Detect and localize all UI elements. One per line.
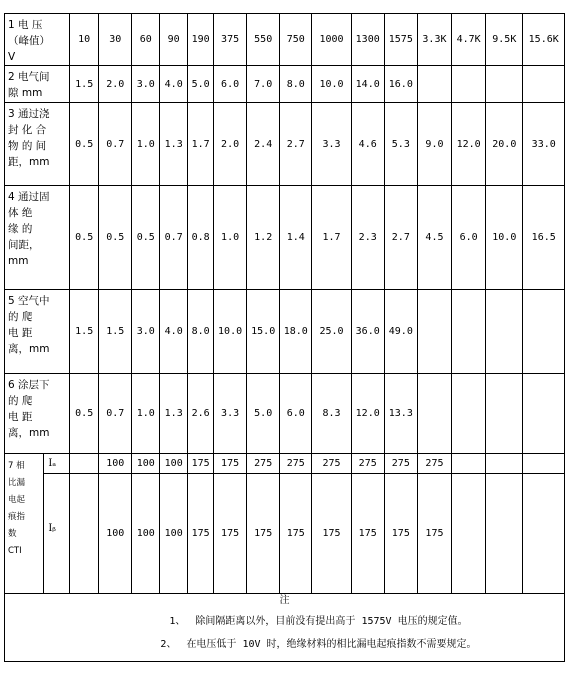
- value-cell: 175: [384, 474, 417, 594]
- value-cell: 10.0: [312, 66, 351, 103]
- value-cell: [486, 66, 523, 103]
- value-cell: 1.0: [132, 374, 160, 454]
- value-cell: 9.5K: [486, 14, 523, 66]
- value-cell: 9.0: [417, 103, 451, 186]
- value-cell: [523, 66, 565, 103]
- row-label-line: 6 涂层下: [8, 379, 50, 391]
- row-label: [5, 66, 70, 103]
- row-label-line: 距，mm: [8, 156, 50, 168]
- value-cell: [452, 474, 486, 594]
- value-cell: 2.4: [247, 103, 280, 186]
- row-label-line: 比漏: [8, 478, 26, 488]
- row-label-line: 的 爬: [8, 395, 33, 407]
- value-cell: 3.0: [132, 66, 160, 103]
- row-label-line: 1 电 压: [8, 19, 43, 31]
- value-cell: 15.0: [247, 290, 280, 374]
- row-label-line: 离，mm: [8, 343, 50, 355]
- value-cell: 0.5: [70, 103, 99, 186]
- value-cell: 1.0: [132, 103, 160, 186]
- value-cell: 30: [99, 14, 132, 66]
- row-label-line: （峰值）: [8, 35, 50, 47]
- value-cell: 12.0: [452, 103, 486, 186]
- value-cell: 275: [312, 454, 351, 474]
- value-cell: 1.3: [160, 103, 188, 186]
- value-cell: 2.6: [188, 374, 214, 454]
- row-label-line: 封 化 合: [8, 124, 47, 136]
- value-cell: [523, 374, 565, 454]
- value-cell: 4.0: [160, 290, 188, 374]
- value-cell: 6.0: [280, 374, 312, 454]
- value-cell: 175: [280, 474, 312, 594]
- row-label-line: 离，mm: [8, 427, 50, 439]
- value-cell: 3.0: [132, 290, 160, 374]
- value-cell: 4.0: [160, 66, 188, 103]
- value-cell: 275: [417, 454, 451, 474]
- value-cell: 2.7: [384, 186, 417, 290]
- value-cell: 0.7: [160, 186, 188, 290]
- value-cell: 0.7: [99, 374, 132, 454]
- value-cell: 0.7: [99, 103, 132, 186]
- note-text: 除间隔距离以外，目前没有提出高于 1575V 电压的规定值。: [195, 616, 468, 627]
- value-cell: 90: [160, 14, 188, 66]
- value-cell: 175: [188, 454, 214, 474]
- row-label-line: 间距，: [8, 239, 40, 251]
- value-cell: [486, 374, 523, 454]
- row-label-line: 缘 的: [8, 223, 33, 235]
- value-cell: 2.7: [280, 103, 312, 186]
- value-cell: 100: [132, 474, 160, 594]
- row-label-line: V: [8, 51, 16, 63]
- value-cell: 100: [99, 474, 132, 594]
- value-cell: 33.0: [523, 103, 565, 186]
- note-text: 在电压低于 10V 时，绝缘材料的相比漏电起痕指数不需要规定。: [186, 639, 477, 650]
- row-label-line: 隙 mm: [8, 87, 43, 99]
- value-cell: 275: [384, 454, 417, 474]
- value-cell: 12.0: [351, 374, 384, 454]
- value-cell: 60: [132, 14, 160, 66]
- row-label-line: 7 相: [8, 461, 25, 471]
- row-label: [5, 290, 70, 374]
- value-cell: 7.0: [247, 66, 280, 103]
- table-row: [5, 454, 565, 474]
- row-label-line: 4 通过固: [8, 191, 50, 203]
- value-cell: 5.3: [384, 103, 417, 186]
- value-cell: 6.0: [214, 66, 247, 103]
- value-cell: 13.3: [384, 374, 417, 454]
- value-cell: 14.0: [351, 66, 384, 103]
- value-cell: [523, 290, 565, 374]
- table-row: [5, 474, 565, 594]
- value-cell: 16.5: [523, 186, 565, 290]
- value-cell: [70, 454, 99, 474]
- value-cell: [452, 454, 486, 474]
- value-cell: 2.0: [214, 103, 247, 186]
- note-number: 2、: [160, 639, 177, 650]
- value-cell: [417, 290, 451, 374]
- value-cell: 8.0: [188, 290, 214, 374]
- value-cell: 18.0: [280, 290, 312, 374]
- table-row: [5, 103, 565, 186]
- value-cell: 175: [417, 474, 451, 594]
- value-cell: 3.3K: [417, 14, 451, 66]
- value-cell: 0.5: [70, 374, 99, 454]
- value-cell: 1.2: [247, 186, 280, 290]
- value-cell: 1575: [384, 14, 417, 66]
- value-cell: 3.3: [312, 103, 351, 186]
- value-cell: 100: [160, 454, 188, 474]
- value-cell: 1.3: [160, 374, 188, 454]
- value-cell: [452, 66, 486, 103]
- row-label-line: 2 电气间: [8, 71, 50, 83]
- table-row: [5, 290, 565, 374]
- value-cell: 4.7K: [452, 14, 486, 66]
- value-cell: 0.5: [70, 186, 99, 290]
- value-cell: 100: [99, 454, 132, 474]
- value-cell: [486, 474, 523, 594]
- value-cell: 2.3: [351, 186, 384, 290]
- value-cell: 15.6K: [523, 14, 565, 66]
- value-cell: 3.3: [214, 374, 247, 454]
- row-label-line: 3 通过浇: [8, 108, 50, 120]
- value-cell: 20.0: [486, 103, 523, 186]
- value-cell: 1.0: [214, 186, 247, 290]
- value-cell: 190: [188, 14, 214, 66]
- value-cell: 1.4: [280, 186, 312, 290]
- note-number: 1、: [169, 616, 186, 627]
- value-cell: 750: [280, 14, 312, 66]
- value-cell: 1.5: [70, 66, 99, 103]
- row-label-line: 物 的 间: [8, 140, 47, 152]
- row-label-line: 的 爬: [8, 311, 33, 323]
- table-row: [5, 186, 565, 290]
- value-cell: 4.6: [351, 103, 384, 186]
- row-label-line: CTI: [8, 546, 22, 556]
- row-label-line: 电 距: [8, 327, 33, 339]
- notes-cell: [5, 594, 565, 662]
- cti-subheader-a: Iₐ: [44, 454, 70, 474]
- value-cell: 6.0: [452, 186, 486, 290]
- value-cell: 175: [188, 474, 214, 594]
- row-label: [5, 374, 70, 454]
- note-item: [5, 615, 564, 628]
- value-cell: 275: [351, 454, 384, 474]
- row-label-line: 5 空气中: [8, 295, 50, 307]
- value-cell: 2.0: [99, 66, 132, 103]
- row-label: [5, 454, 44, 594]
- value-cell: 36.0: [351, 290, 384, 374]
- value-cell: 1.7: [312, 186, 351, 290]
- row-label-line: 痕指: [8, 512, 26, 522]
- value-cell: 4.5: [417, 186, 451, 290]
- value-cell: 25.0: [312, 290, 351, 374]
- value-cell: 100: [132, 454, 160, 474]
- value-cell: 175: [312, 474, 351, 594]
- value-cell: 0.5: [132, 186, 160, 290]
- value-cell: [452, 290, 486, 374]
- value-cell: 49.0: [384, 290, 417, 374]
- value-cell: 100: [160, 474, 188, 594]
- row-label: [5, 103, 70, 186]
- value-cell: 16.0: [384, 66, 417, 103]
- row-label: [5, 186, 70, 290]
- value-cell: 1.5: [70, 290, 99, 374]
- row-label-line: 电 距: [8, 411, 33, 423]
- value-cell: 175: [351, 474, 384, 594]
- row-label: [5, 14, 70, 66]
- value-cell: 1300: [351, 14, 384, 66]
- value-cell: 275: [247, 454, 280, 474]
- cti-subheader-b: Iᵦ: [44, 474, 70, 594]
- row-label-line: 体 绝: [8, 207, 33, 219]
- table-row: [5, 374, 565, 454]
- value-cell: [70, 474, 99, 594]
- value-cell: 175: [247, 474, 280, 594]
- value-cell: 375: [214, 14, 247, 66]
- table-row: [5, 66, 565, 103]
- note-item: [5, 638, 564, 651]
- table-body: [5, 14, 565, 662]
- value-cell: 1.7: [188, 103, 214, 186]
- value-cell: [417, 66, 451, 103]
- value-cell: [486, 290, 523, 374]
- row-label-line: 数: [8, 529, 17, 539]
- insulation-spacing-table: [4, 13, 565, 662]
- value-cell: 275: [280, 454, 312, 474]
- value-cell: 0.8: [188, 186, 214, 290]
- value-cell: 10: [70, 14, 99, 66]
- notes-row: [5, 594, 565, 662]
- value-cell: [523, 474, 565, 594]
- value-cell: 5.0: [188, 66, 214, 103]
- value-cell: [523, 454, 565, 474]
- notes-title: 注: [279, 595, 290, 606]
- value-cell: 10.0: [486, 186, 523, 290]
- value-cell: [417, 374, 451, 454]
- value-cell: [486, 454, 523, 474]
- value-cell: 1.5: [99, 290, 132, 374]
- row-label-line: 电起: [8, 495, 26, 505]
- value-cell: 1000: [312, 14, 351, 66]
- value-cell: 175: [214, 474, 247, 594]
- value-cell: [452, 374, 486, 454]
- table-row: [5, 14, 565, 66]
- value-cell: 550: [247, 14, 280, 66]
- value-cell: 5.0: [247, 374, 280, 454]
- value-cell: 10.0: [214, 290, 247, 374]
- value-cell: 175: [214, 454, 247, 474]
- value-cell: 8.3: [312, 374, 351, 454]
- row-label-line: mm: [8, 255, 29, 267]
- value-cell: 0.5: [99, 186, 132, 290]
- value-cell: 8.0: [280, 66, 312, 103]
